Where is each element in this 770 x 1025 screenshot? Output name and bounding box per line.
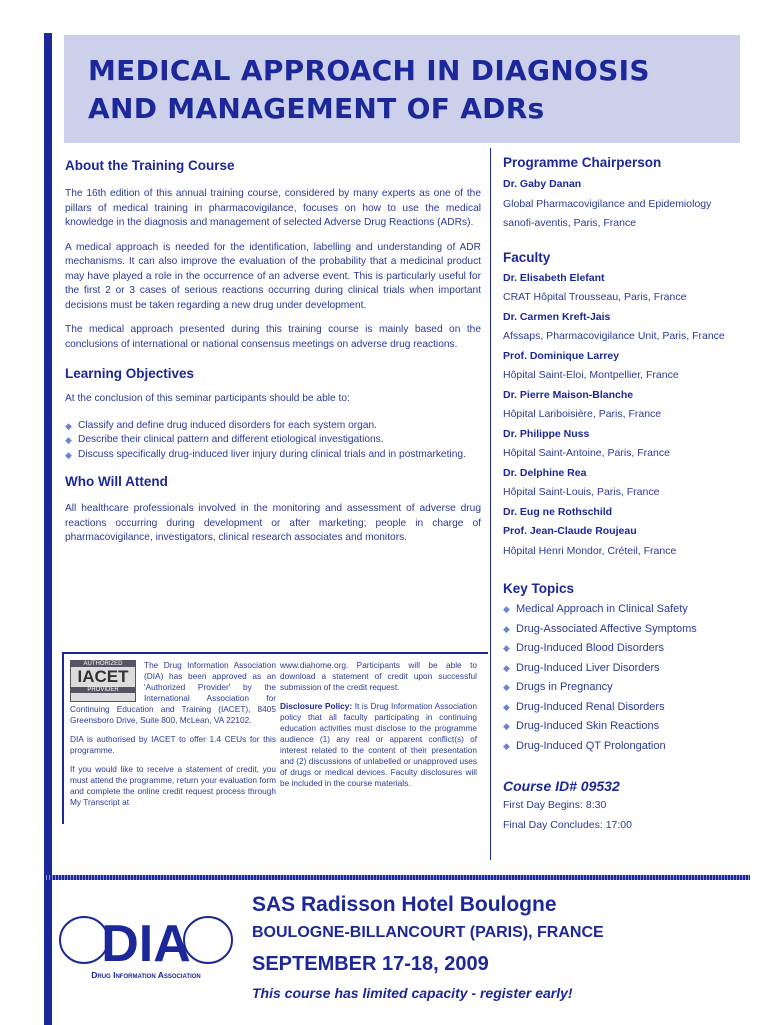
credit-text: DIA is authorised by IACET to offer 1.4 CEUs for this programme.	[70, 734, 276, 755]
diamond-bullet-icon: ◆	[503, 682, 510, 692]
faculty-affiliation: CRAT Hôpital Trousseau, Paris, France	[503, 291, 687, 303]
registration-note: This course has limited capacity - register early!	[252, 985, 573, 1001]
attend-heading: Who Will Attend	[65, 474, 168, 489]
disclosure-text	[280, 701, 477, 789]
topic-text: Drug-Associated Affective Symptoms	[516, 622, 697, 635]
diamond-bullet-icon: ◆	[503, 604, 510, 614]
diamond-bullet-icon: ◆	[503, 721, 510, 731]
topic-text: Drugs in Pregnancy	[516, 681, 613, 693]
about-heading: About the Training Course	[65, 158, 235, 173]
chair-name: Dr. Gaby Danan	[503, 178, 582, 190]
title-line-1: MEDICAL APPROACH IN DIAGNOSIS	[88, 54, 650, 87]
credit-text: If you would like to receive a statement of credit, you must attend the programme, return your evaluation form and complete the online credit request process through My Transcript at	[70, 764, 276, 807]
chair-affiliation: sanofi-aventis, Paris, France	[503, 217, 637, 229]
course-concludes: Final Day Concludes: 17:00	[503, 818, 632, 831]
list-item	[503, 600, 748, 620]
objectives-list	[65, 419, 481, 463]
topic-text: Medical Approach in Clinical Safety	[516, 603, 688, 615]
credit-text: www.diahome.org. Participants will be able to download a statement of credit upon successful submission of the credit request.	[280, 660, 477, 692]
left-column	[65, 158, 481, 556]
diamond-bullet-icon: ◆	[65, 449, 72, 460]
faculty-list	[503, 269, 748, 562]
objectives-intro: At the conclusion of this seminar participants should be able to:	[65, 393, 350, 404]
page-title	[88, 52, 738, 128]
faculty-affiliation: Hôpital Saint-Antoine, Paris, France	[503, 447, 670, 459]
diamond-bullet-icon: ◆	[503, 643, 510, 653]
topic-text: Drug-Induced Renal Disorders	[516, 700, 665, 713]
event-dates: SEPTEMBER 17-18, 2009	[252, 953, 489, 975]
faculty-name: Prof. Dominique Larrey	[503, 349, 620, 362]
faculty-name: Prof. Jean-Claude Roujeau	[503, 525, 637, 537]
item-text: Classify and define drug induced disorders for each system organ.	[78, 419, 377, 431]
faculty-name: Dr. Philippe Nuss	[503, 427, 590, 440]
event-info	[252, 890, 604, 1004]
diamond-bullet-icon: ◆	[503, 740, 510, 751]
topic-text: Drug-Induced Liver Disorders	[516, 661, 660, 674]
faculty-affiliation: Hôpital Saint-Eloi, Montpellier, France	[503, 369, 679, 381]
list-item	[65, 419, 481, 434]
faculty-name: Dr. Delphine Rea	[503, 466, 587, 479]
logo-caption: Drug Information Association	[91, 970, 201, 980]
topic-text: Drug-Induced QT Prolongation	[516, 739, 666, 752]
diamond-bullet-icon: ◆	[65, 420, 72, 431]
list-item	[65, 448, 481, 463]
list-item	[503, 620, 748, 640]
logo-text: IACET	[77, 667, 129, 686]
right-column	[503, 155, 748, 835]
logo-letters: DIA	[101, 915, 191, 965]
course-id: Course ID# 09532	[503, 778, 620, 794]
topics-heading: Key Topics	[503, 581, 575, 596]
city: BOULOGNE-BILLANCOURT (PARIS), FRANCE	[252, 924, 604, 941]
column-divider	[490, 148, 491, 860]
about-para: A medical approach is needed for the identification, labelling and understanding of ADR mechanisms. It can also improve the evaluation of the probability that a medicinal product may have played a role in the occurrence of an adverse event. This is particularly useful for the first 2 or 3 cases of serious reactions occurring during clinical trials when important decisions must be taken regarding a new drug under development.	[65, 241, 481, 311]
course-begins: First Day Begins: 8:30	[503, 799, 607, 811]
diamond-bullet-icon: ◆	[503, 701, 510, 712]
credit-col-1	[70, 660, 276, 816]
credit-text: The Drug Information Association (DIA) has been approved as an 'Authorized Provider' by the International Association for Continuing Education and Training (IACET), 8405 Greensboro Drive, Suite 800, McLean, VA 22102.	[70, 660, 276, 725]
logo-text: AUTHORIZED	[71, 661, 135, 667]
about-para: The 16th edition of this annual training course, considered by many experts as one of the pillars of medical training in pharmacovigilance, focuses on how to use the medical knowledge in the diagnosis and management of selected Adverse Drug Reactions (ADRs).	[65, 188, 481, 228]
list-item	[503, 698, 748, 718]
topic-text: Drug-Induced Blood Disorders	[516, 642, 664, 654]
title-line-2: AND MANAGEMENT OF ADRs	[88, 92, 545, 125]
about-para: The medical approach presented during this training course is mainly based on the conclusions of international or national consensus meetings on adverse drug reactions.	[65, 324, 481, 350]
list-item	[65, 433, 481, 448]
diamond-bullet-icon: ◆	[503, 662, 510, 673]
topic-text: Drug-Induced Skin Reactions	[516, 720, 660, 732]
objectives-heading: Learning Objectives	[65, 366, 195, 381]
item-text: Describe their clinical pattern and different etiological investigations.	[78, 434, 384, 445]
list-item	[503, 737, 748, 757]
faculty-name: Dr. Elisabeth Elefant	[503, 271, 605, 284]
diamond-bullet-icon: ◆	[503, 623, 510, 634]
faculty-heading: Faculty	[503, 249, 551, 265]
chair-heading: Programme Chairperson	[503, 155, 662, 170]
iacet-logo	[70, 660, 136, 702]
item-text: Discuss specifically drug-induced liver injury during clinical trials and in postmarketing.	[78, 448, 466, 460]
disclosure-body: It is Drug Information Association policy that all faculty participating in continuing education activities must disclose to the programme audience (1) any real or apparent conflict(s) of interest related to the content of their presentation and (2) discussions of unlabelled or unapproved uses of drugs or medical devices. Faculty disclosures will be included in the course materials.	[280, 701, 477, 788]
faculty-name: Dr. Pierre Maison-Blanche	[503, 388, 634, 401]
faculty-name: Dr. Eug ne Rothschild	[503, 505, 613, 518]
footer-divider	[44, 875, 750, 880]
diamond-bullet-icon: ◆	[65, 435, 72, 445]
globe-logo-icon	[56, 915, 236, 965]
chair-affiliation: Global Pharmacovigilance and Epidemiology	[503, 197, 712, 210]
faculty-affiliation: Hôpital Lariboisière, Paris, France	[503, 408, 662, 420]
list-item	[503, 678, 748, 698]
list-item	[503, 717, 748, 737]
attend-text: All healthcare professionals involved in the monitoring and assessment of adverse drug reactions occurring during development or after marketing; people in charge of pharmacovigilance, investigators, clinical research associates and monitors.	[65, 503, 481, 543]
list-item	[503, 639, 748, 659]
faculty-name: Dr. Carmen Kreft-Jais	[503, 310, 611, 323]
dia-logo	[56, 915, 236, 980]
venue: SAS Radisson Hotel Boulogne	[252, 893, 557, 916]
disclosure-label: Disclosure Policy:	[280, 701, 353, 711]
faculty-affiliation: Hôpital Saint-Louis, Paris, France	[503, 486, 660, 498]
faculty-affiliation: Afssaps, Pharmacovigilance Unit, Paris, France	[503, 330, 725, 342]
topics-list	[503, 600, 748, 756]
credit-col-2	[280, 660, 477, 797]
faculty-affiliation: Hôpital Henri Mondor, Créteil, France	[503, 544, 677, 557]
list-item	[503, 659, 748, 679]
credit-box	[62, 652, 488, 824]
logo-text: PROVIDER	[71, 687, 135, 693]
